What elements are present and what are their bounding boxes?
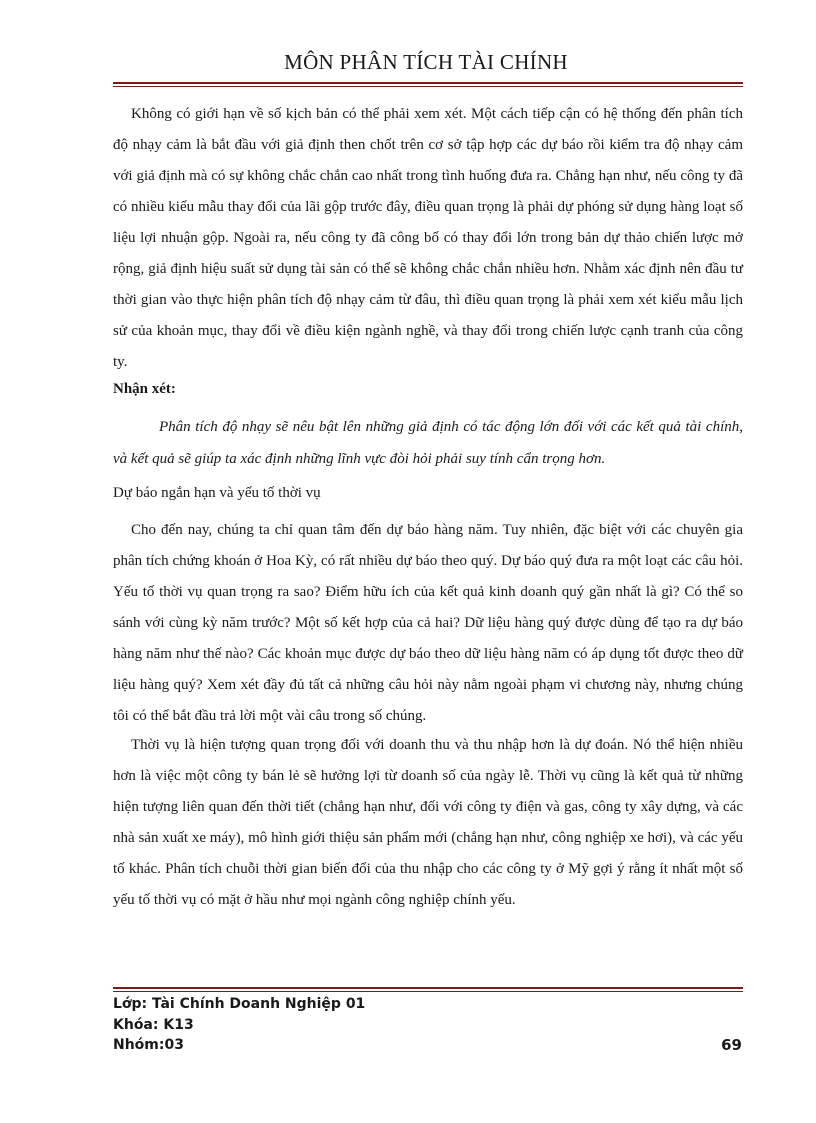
heading-short-term-forecast: Dự báo ngắn hạn và yếu tố thời vụ — [113, 485, 321, 501]
header-rule-thin — [113, 86, 743, 87]
footer-class-line: Lớp: Tài Chính Doanh Nghiệp 01 — [113, 996, 366, 1012]
footer-course-line: Khóa: K13 — [113, 1017, 194, 1033]
header-rule — [113, 82, 743, 84]
footer-rule — [113, 987, 743, 989]
paragraph-seasonality: Thời vụ là hiện tượng quan trọng đối với doanh thu và thu nhập hơn là dự đoán. Nó thể hiện nhiều hơn là việc một công ty bán lẻ sẽ hưởng lợi từ doanh số của ngày lễ. Thời vụ cũng là kết quả từ những hiện tượng liên quan đến thời tiết (chẳng hạn như, đối với công ty điện và gas, công ty xây dựng, và các nhà sản xuất xe máy), mô hình giới thiệu sản phẩm mới (chẳng hạn như, công nghiệp xe hơi), và các yếu tố khác. Phân tích chuỗi thời gian biến đổi của thu nhập cho các công ty ở Mỹ gợi ý rằng ít nhất một số yếu tố thời vụ có mặt ở hầu như mọi ngành công nghiệp chính yếu. — [113, 737, 743, 908]
page-number: 69 — [721, 1036, 742, 1054]
paragraph-sensitivity-analysis: Không có giới hạn về số kịch bản có thể phải xem xét. Một cách tiếp cận có hệ thống đến phân tích độ nhạy cảm là bắt đầu với giả định then chốt trên cơ sở tập hợp các dự báo rồi kiểm tra độ nhạy cảm với giả định mà có sự không chắc chắn cao nhất trong tình huống đưa ra. Chẳng hạn như, nếu công ty đã có nhiều kiểu mẫu thay đổi của lãi gộp trước đây, điều quan trọng là phải dự phóng sử dụng hàng loạt số liệu lợi nhuận gộp. Ngoài ra, nếu công ty đã công bố có thay đổi lớn trong bản dự thảo chiến lược mở rộng, giả định hiệu suất sử dụng tài sản có thể sẽ không chắc chắn nhiều hơn. Nhằm xác định nên đầu tư thời gian vào thực hiện phân tích độ nhạy cảm từ đâu, thì điều quan trọng là phải xem xét kiểu mẫu lịch sử của khoản mục, thay đổi về điều kiện ngành nghề, và thay đổi trong chiến lược cạnh tranh của công ty. — [113, 106, 743, 370]
footer-rule-thin — [113, 991, 743, 992]
paragraph-quarterly-forecast: Cho đến nay, chúng ta chỉ quan tâm đến dự báo hàng năm. Tuy nhiên, đặc biệt với các chuyên gia phân tích chứng khoán ở Hoa Kỳ, có rất nhiều dự báo theo quý. Dự báo quý đưa ra một loạt các câu hỏi. Yếu tố thời vụ quan trọng ra sao? Điểm hữu ích của kết quả kinh doanh quý gần nhất là gì? Có thể so sánh với cùng kỳ năm trước? Một số kết hợp của cả hai? Dữ liệu hàng quý được dùng để tạo ra dự báo hàng năm như thế nào? Các khoản mục được dự báo theo dữ liệu hàng năm có áp dụng tốt được theo dữ liệu hàng quý? Xem xét đầy đủ tất cả những câu hỏi này nằm ngoài phạm vi chương này, nhưng chúng tôi có thể bắt đầu trả lời một vài câu trong số chúng. — [113, 522, 743, 724]
page-header-title: MÔN PHÂN TÍCH TÀI CHÍNH — [284, 50, 568, 74]
heading-nhan-xet: Nhận xét: — [113, 381, 176, 397]
footer-group-line: Nhóm:03 — [113, 1037, 184, 1053]
paragraph-remark-italic: Phân tích độ nhạy sẽ nêu bật lên những giả định có tác động lớn đối với các kết quả tài chính, và kết quả sẽ giúp ta xác định những lĩnh vực đòi hỏi phải suy tính cẩn trọng hơn. — [113, 419, 743, 467]
